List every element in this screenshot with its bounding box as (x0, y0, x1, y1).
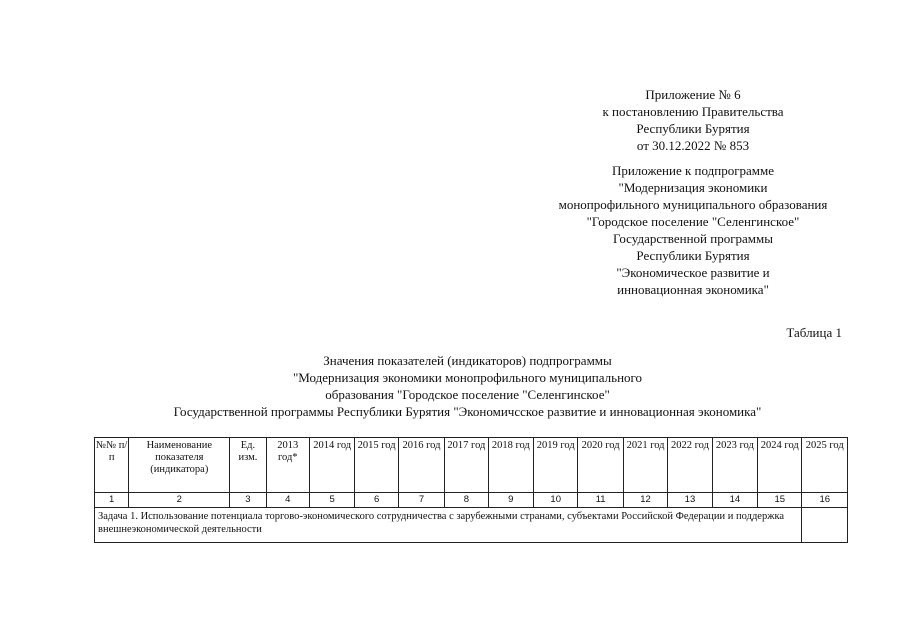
table-label: Таблица 1 (786, 325, 842, 340)
table-title (90, 352, 845, 420)
appendix-resolution-line: Республики Бурятия (636, 121, 750, 136)
column-number-cell: 8 (445, 493, 488, 508)
table-title-line: Государственной программы Республики Бурятия "Экономичсское развитие и инновационная экономика" (173, 404, 762, 419)
appendix-subprogram-line: Государственной программы (612, 231, 773, 246)
header-year: 2022 год (668, 438, 712, 493)
appendix-subprogram-line: Республики Бурятия (636, 248, 750, 263)
header-year: 2013 год* (266, 438, 309, 493)
column-number-cell: 12 (623, 493, 667, 508)
column-number-cell: 4 (266, 493, 309, 508)
appendix-resolution-line: к постановлению Правительства (602, 104, 784, 119)
column-number-cell: 13 (668, 493, 712, 508)
header-year: 2014 год (309, 438, 354, 493)
header-num: №№ п/п (95, 438, 129, 493)
column-number-cell: 11 (578, 493, 623, 508)
column-number-cell: 6 (355, 493, 398, 508)
appendix-resolution-line: от 30.12.2022 № 853 (636, 138, 750, 153)
appendix-subprogram-line: инновационная экономика" (617, 282, 769, 297)
task-row (95, 508, 848, 543)
appendix-subprogram-line: Приложение к подпрограмме (611, 163, 775, 178)
appendix-subprogram-line: "Экономическое развитие и (616, 265, 770, 280)
appendix-subprogram-line: "Модернизация экономики (618, 180, 768, 195)
column-number-cell: 14 (712, 493, 757, 508)
column-number-cell: 16 (802, 493, 848, 508)
header-year: 2017 год (445, 438, 488, 493)
header-year: 2021 год (623, 438, 667, 493)
column-number-row (95, 493, 848, 508)
table-title-line: "Модернизация экономики монопрофильного муниципального (292, 370, 643, 385)
task-description: Задача 1. Использование потенциала торгово-экономического сотрудничества с зарубежными странами, субъектами Российской Федерации и поддержка внешнеэкономической деятельности (95, 508, 802, 543)
column-number-cell: 10 (534, 493, 578, 508)
column-number-cell: 7 (398, 493, 444, 508)
table-header-row (95, 438, 848, 493)
header-indicator-name: Наименование показателя (индикатора) (129, 438, 230, 493)
header-year: 2025 год (802, 438, 848, 493)
table-title-line: Значения показателей (индикаторов) подпрограммы (323, 353, 612, 368)
header-unit: Ед. изм. (230, 438, 266, 493)
column-number-cell: 1 (95, 493, 129, 508)
header-year: 2015 год (355, 438, 398, 493)
column-number-cell: 2 (129, 493, 230, 508)
task-empty-cell (802, 508, 848, 543)
header-year: 2023 год (712, 438, 757, 493)
appendix-subprogram-line: монопрофильного муниципального образования (558, 197, 828, 212)
header-year: 2020 год (578, 438, 623, 493)
appendix-resolution-block (536, 86, 850, 154)
column-number-cell: 3 (230, 493, 266, 508)
appendix-resolution-line: Приложение № 6 (645, 87, 741, 102)
header-year: 2016 год (398, 438, 444, 493)
header-year: 2018 год (488, 438, 533, 493)
column-number-cell: 5 (309, 493, 354, 508)
header-year: 2019 год (534, 438, 578, 493)
column-number-cell: 9 (488, 493, 533, 508)
appendix-subprogram-block (536, 162, 850, 298)
header-year: 2024 год (758, 438, 802, 493)
column-number-cell: 15 (758, 493, 802, 508)
appendix-subprogram-line: "Городское поселение "Селенгинское" (586, 214, 800, 229)
indicators-table (94, 437, 848, 543)
table-title-line: образования "Городское поселение "Селенгинское" (325, 387, 610, 402)
